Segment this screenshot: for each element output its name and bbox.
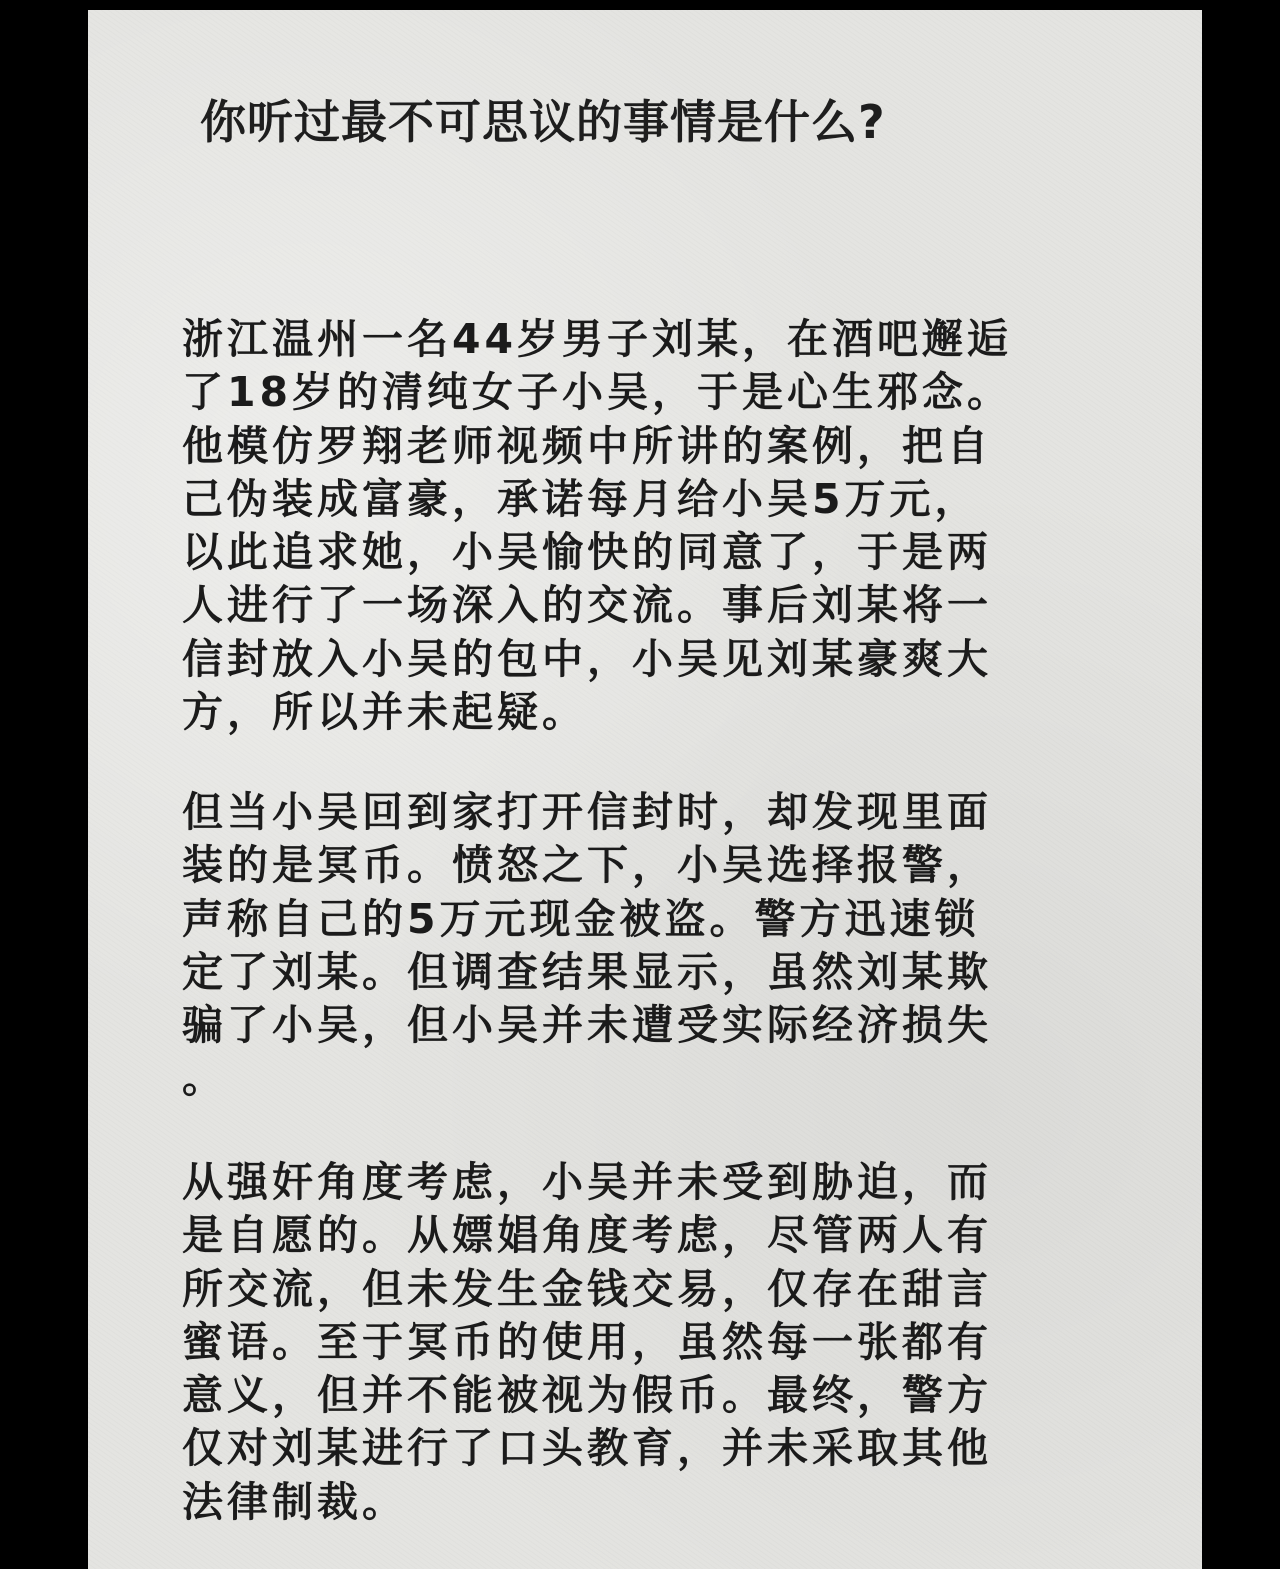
paragraph-2: 但当小吴回到家打开信封时，却发现里面 装的是冥币。愤怒之下，小吴选择报警， 声称自己的5万元现金被盗。警方迅速锁 定了刘某。但调查结果显示，虽然刘某欺 骗了小吴，但小吴并未遭受实际经济损失 。 xyxy=(182,788,992,1103)
paragraph-3: 从强奸角度考虑，小吴并未受到胁迫，而 是自愿的。从嫖娼角度考虑，尽管两人有 所交流，但未发生金钱交易，仅存在甜言 蜜语。至于冥币的使用，虽然每一张都有 意义，但并不能被视为假币。最终，警方 仅对刘某进行了口头教育，并未采取其他 法律制裁。 xyxy=(182,1158,992,1526)
page-title: 你听过最不可思议的事情是什么? xyxy=(200,95,886,149)
paper-sheet xyxy=(88,10,1202,1569)
paragraph-1: 浙江温州一名44岁男子刘某，在酒吧邂逅 了18岁的清纯女子小吴，于是心生邪念。 他模仿罗翔老师视频中所讲的案例，把自 己伪装成富豪，承诺每月给小吴5万元， 以此追求她，小吴愉快的同意了，于是两 人进行了一场深入的交流。事后刘某将一 信封放入小吴的包中，小吴见刘某豪爽大 方，所以并未起疑。 xyxy=(182,315,1013,737)
